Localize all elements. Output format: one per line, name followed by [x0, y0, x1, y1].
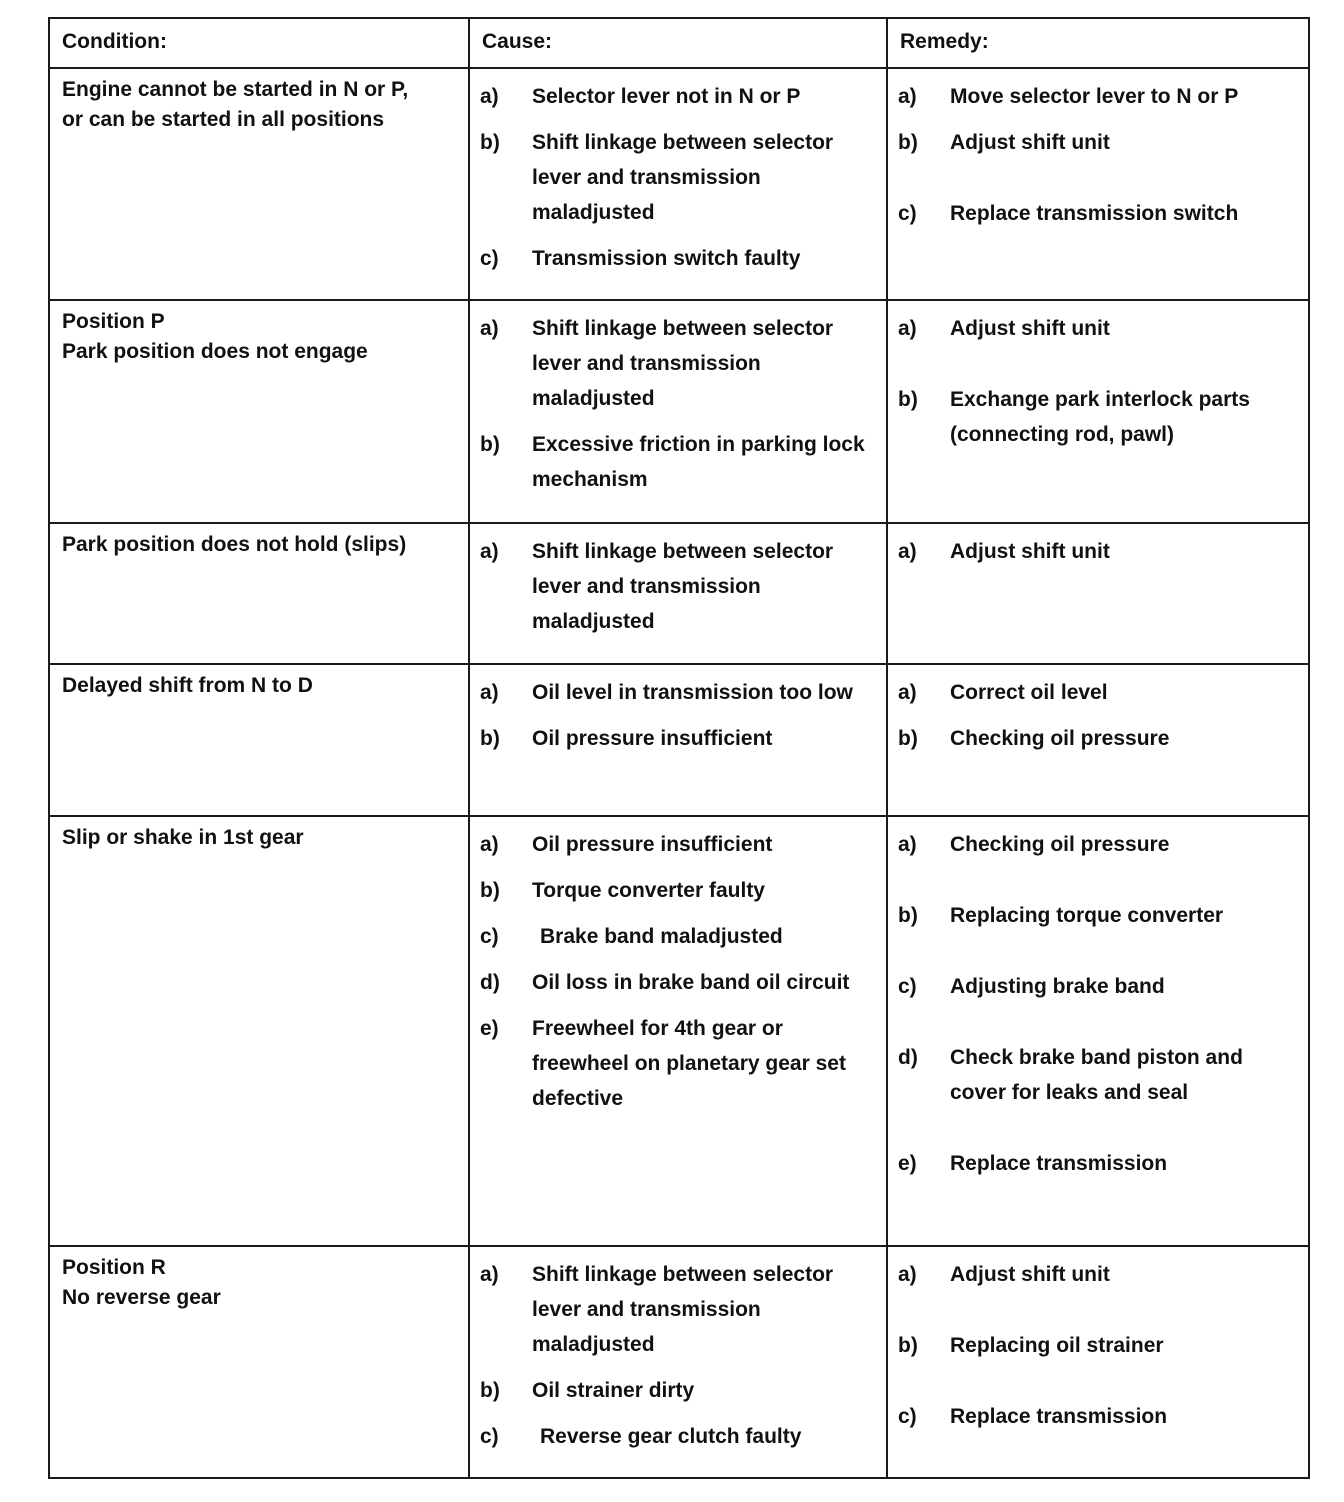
item-letter: c) — [480, 1425, 499, 1448]
remedy-item — [898, 1040, 1300, 1110]
header-condition-cell — [49, 18, 469, 68]
condition-cell — [49, 68, 469, 300]
condition-cell — [49, 664, 469, 816]
item-letter: b) — [898, 904, 918, 927]
cause-cell — [469, 300, 887, 523]
remedy-item — [898, 534, 1300, 569]
item-text: Reverse gear clutch faulty — [540, 1425, 802, 1448]
item-text: Shift linkage between selector lever and transmission maladjusted — [532, 317, 834, 410]
cause-item — [480, 1419, 878, 1454]
remedy-item — [898, 969, 1300, 1004]
item-text: Oil pressure insufficient — [532, 727, 773, 750]
cause-item — [480, 827, 878, 862]
item-text: Adjust shift unit — [950, 540, 1110, 563]
remedy-cell — [887, 1246, 1309, 1478]
item-letter: d) — [898, 1046, 918, 1069]
item-text: Adjusting brake band — [950, 975, 1165, 998]
item-letter: a) — [898, 833, 917, 856]
item-letter: a) — [898, 540, 917, 563]
item-text: Adjust shift unit — [950, 317, 1110, 340]
condition-line: No reverse gear — [62, 1286, 221, 1309]
header-condition: Condition: — [62, 30, 167, 53]
header-cause: Cause: — [482, 30, 553, 53]
item-letter: b) — [480, 727, 500, 750]
cause-cell — [469, 816, 887, 1246]
remedy-item — [898, 1399, 1300, 1434]
cause-item — [480, 721, 878, 756]
item-letter: e) — [480, 1017, 499, 1040]
item-letter: a) — [898, 1263, 917, 1286]
condition-line: Engine cannot be started in N or P, — [62, 78, 409, 101]
item-text: Checking oil pressure — [950, 727, 1170, 750]
header-remedy-cell — [887, 18, 1309, 68]
condition-line: Park position does not hold (slips) — [62, 533, 407, 556]
remedy-item — [898, 1257, 1300, 1292]
remedy-cell — [887, 300, 1309, 523]
item-letter: c) — [480, 925, 499, 948]
item-letter: b) — [480, 433, 500, 456]
item-letter: b) — [898, 727, 918, 750]
cause-cell — [469, 1246, 887, 1478]
cause-cell — [469, 68, 887, 300]
remedy-item — [898, 675, 1300, 710]
item-letter: e) — [898, 1152, 917, 1175]
item-text: Transmission switch faulty — [532, 247, 801, 270]
item-text: Selector lever not in N or P — [532, 85, 801, 108]
remedy-item — [898, 382, 1300, 452]
item-text: Checking oil pressure — [950, 833, 1170, 856]
remedy-item — [898, 721, 1300, 756]
item-text: Replace transmission — [950, 1152, 1168, 1175]
item-letter: c) — [898, 975, 917, 998]
cause-item — [480, 427, 878, 497]
item-letter: b) — [898, 131, 918, 154]
cause-item — [480, 79, 878, 114]
item-text: Replacing torque converter — [950, 904, 1224, 927]
condition-line: Delayed shift from N to D — [62, 674, 313, 697]
table-row — [49, 523, 1309, 664]
item-letter: b) — [480, 131, 500, 154]
cause-item — [480, 311, 878, 416]
cause-item — [480, 1257, 878, 1362]
item-text: Oil loss in brake band oil circuit — [532, 971, 850, 994]
cause-item — [480, 919, 878, 954]
item-letter: b) — [898, 1334, 918, 1357]
item-text: Brake band maladjusted — [540, 925, 783, 948]
item-letter: a) — [898, 681, 917, 704]
condition-line: Position R — [62, 1256, 166, 1279]
item-letter: c) — [898, 1405, 917, 1428]
item-letter: a) — [898, 85, 917, 108]
cause-item — [480, 534, 878, 639]
item-text: Exchange park interlock parts (connecting rod, pawl) — [950, 388, 1250, 446]
condition-cell — [49, 816, 469, 1246]
remedy-item — [898, 79, 1300, 114]
item-letter: a) — [480, 317, 499, 340]
item-text: Check brake band piston and cover for leaks and seal — [950, 1046, 1243, 1104]
item-letter: d) — [480, 971, 500, 994]
item-text: Excessive friction in parking lock mechanism — [532, 433, 865, 491]
item-letter: a) — [898, 317, 917, 340]
cause-cell — [469, 523, 887, 664]
item-text: Adjust shift unit — [950, 131, 1110, 154]
item-text: Correct oil level — [950, 681, 1108, 704]
condition-line: Slip or shake in 1st gear — [62, 826, 304, 849]
remedy-cell — [887, 68, 1309, 300]
condition-line: Position P — [62, 310, 165, 333]
item-letter: b) — [898, 388, 918, 411]
table-row — [49, 664, 1309, 816]
item-text: Adjust shift unit — [950, 1263, 1110, 1286]
table-row — [49, 300, 1309, 523]
item-text: Torque converter faulty — [532, 879, 765, 902]
header-row — [49, 18, 1309, 68]
item-text: Freewheel for 4th gear or freewheel on planetary gear set defective — [532, 1017, 846, 1110]
item-text: Replace transmission switch — [950, 202, 1239, 225]
remedy-item — [898, 125, 1300, 160]
item-text: Replacing oil strainer — [950, 1334, 1164, 1357]
item-letter: c) — [480, 247, 499, 270]
item-letter: a) — [480, 540, 499, 563]
cause-item — [480, 125, 878, 230]
cause-item — [480, 1011, 878, 1116]
remedy-cell — [887, 816, 1309, 1246]
condition-line: or can be started in all positions — [62, 108, 385, 131]
item-letter: b) — [480, 879, 500, 902]
item-text: Shift linkage between selector lever and transmission maladjusted — [532, 540, 834, 633]
remedy-item — [898, 1328, 1300, 1363]
remedy-item — [898, 1146, 1300, 1181]
condition-cell — [49, 300, 469, 523]
remedy-item — [898, 311, 1300, 346]
item-letter: a) — [480, 681, 499, 704]
remedy-cell — [887, 523, 1309, 664]
item-letter: c) — [898, 202, 917, 225]
condition-line: Park position does not engage — [62, 340, 368, 363]
remedy-item — [898, 196, 1300, 231]
condition-cell — [49, 523, 469, 664]
troubleshooting-table — [48, 17, 1310, 1479]
remedy-item — [898, 898, 1300, 933]
item-text: Shift linkage between selector lever and transmission maladjusted — [532, 1263, 834, 1356]
item-text: Oil pressure insufficient — [532, 833, 773, 856]
item-text: Oil level in transmission too low — [532, 681, 853, 704]
cause-item — [480, 1373, 878, 1408]
table-row — [49, 816, 1309, 1246]
condition-cell — [49, 1246, 469, 1478]
item-letter: b) — [480, 1379, 500, 1402]
cause-item — [480, 241, 878, 276]
item-letter: a) — [480, 1263, 499, 1286]
item-text: Oil strainer dirty — [532, 1379, 695, 1402]
cause-item — [480, 965, 878, 1000]
table-row — [49, 1246, 1309, 1478]
cause-item — [480, 675, 878, 710]
item-letter: a) — [480, 85, 499, 108]
table-row — [49, 68, 1309, 300]
remedy-item — [898, 827, 1300, 862]
item-text: Shift linkage between selector lever and transmission maladjusted — [532, 131, 834, 224]
header-cause-cell — [469, 18, 887, 68]
remedy-cell — [887, 664, 1309, 816]
item-text: Replace transmission — [950, 1405, 1168, 1428]
cause-item — [480, 873, 878, 908]
cause-cell — [469, 664, 887, 816]
item-letter: a) — [480, 833, 499, 856]
header-remedy: Remedy: — [900, 30, 989, 53]
item-text: Move selector lever to N or P — [950, 85, 1239, 108]
